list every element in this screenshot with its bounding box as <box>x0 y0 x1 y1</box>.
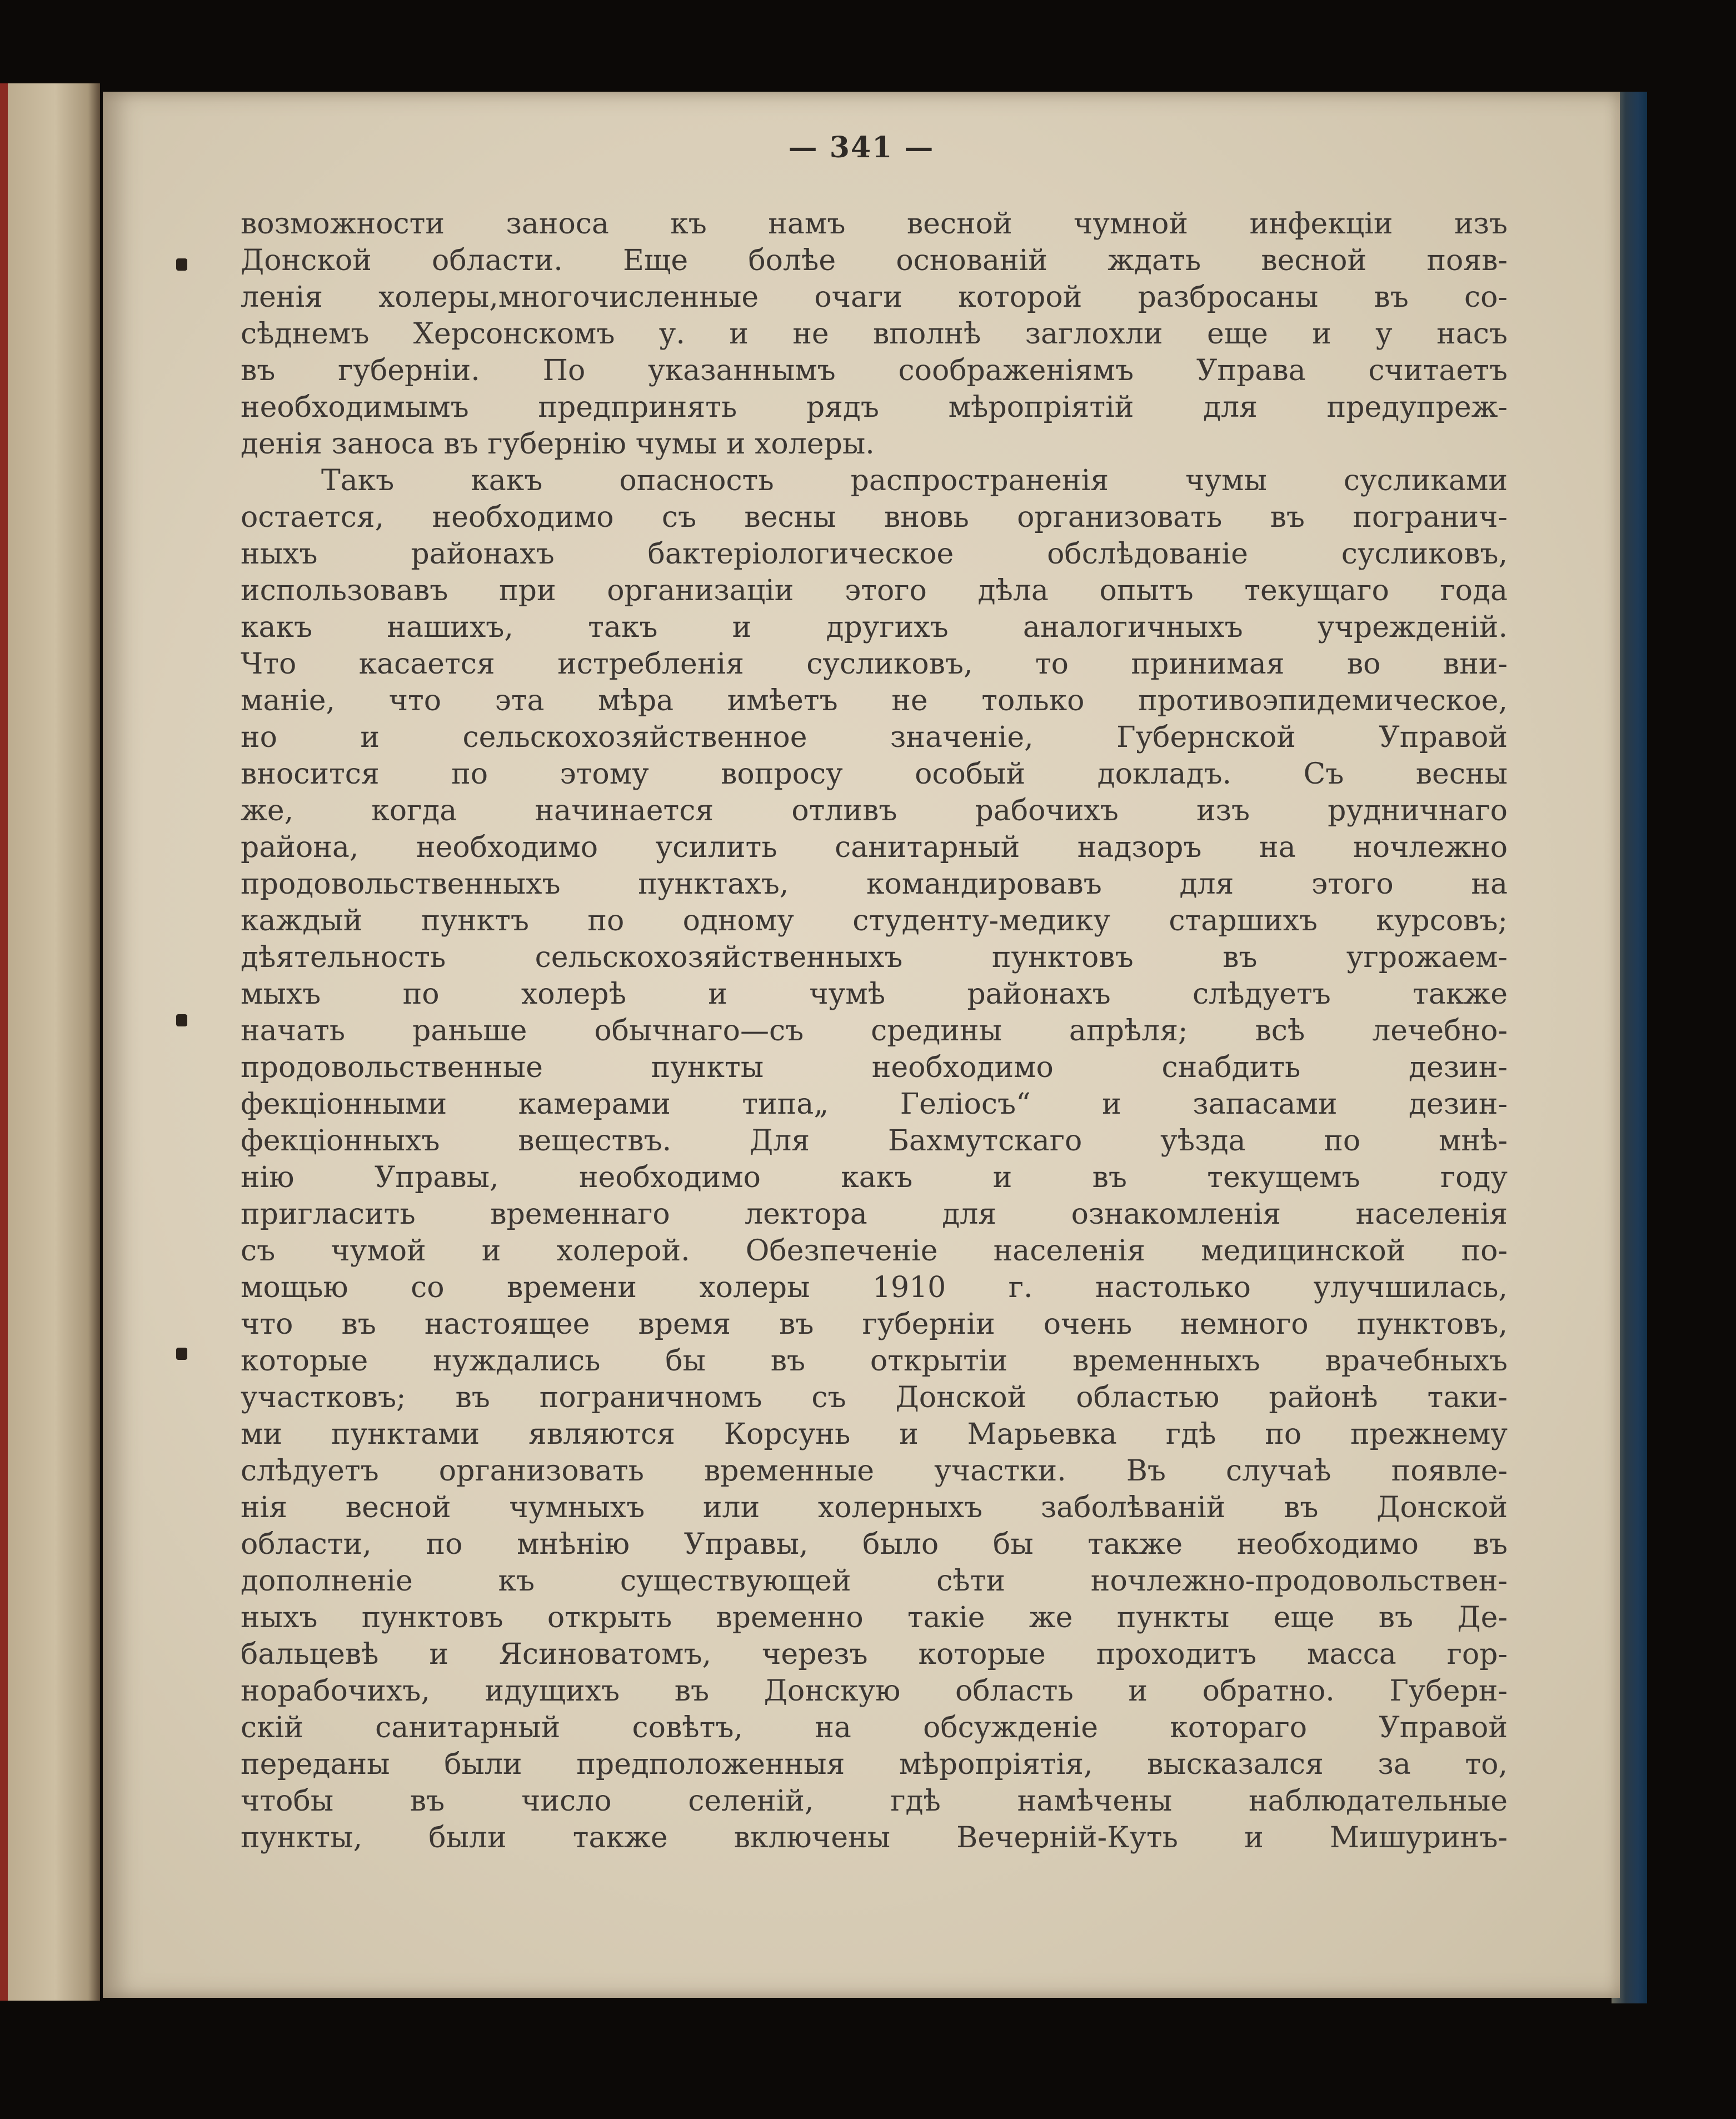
text-line: переданы были предположенныя мѣропріятія, высказался за то, <box>241 1748 1508 1781</box>
text-line: каждый пунктъ по одному студенту-медику старшихъ курсовъ; <box>241 904 1508 938</box>
text-line: скій санитарный совѣтъ, на обсужденіе котораго Управой <box>241 1711 1508 1744</box>
binding-stitch <box>176 258 187 271</box>
text-line: пригласить временнаго лектора для ознакомленія населенія <box>241 1198 1508 1231</box>
body-text <box>241 206 1508 1856</box>
text-line: маніе, что эта мѣра имѣетъ не только противоэпидемическое, <box>241 684 1508 717</box>
binding-stitch <box>176 1014 187 1026</box>
text-line: которые нуждались бы въ открытіи временныхъ врачебныхъ <box>241 1344 1508 1378</box>
text-line: продовольственныхъ пунктахъ, командировавъ для этого на <box>241 867 1508 901</box>
text-line: использовавъ при организаціи этого дѣла опытъ текущаго года <box>241 574 1508 607</box>
text-line: фекціонными камерами типа„ Геліосъ“ и запасами дезин- <box>241 1088 1508 1121</box>
text-line: ленія холеры,многочисленные очаги которой разбросаны въ со- <box>241 281 1508 314</box>
text-line: необходимымъ предпринять рядъ мѣропріятій для предупреж- <box>241 391 1508 424</box>
text-line: чтобы въ число селеній, гдѣ намѣчены наблюдательные <box>241 1784 1508 1818</box>
text-line: ми пунктами являются Корсунь и Марьевка гдѣ по прежнему <box>241 1418 1508 1451</box>
text-line: мощью со времени холеры 1910 г. настолько улучшилась, <box>241 1271 1508 1304</box>
text-line: Что касается истребленія сусликовъ, то принимая во вни- <box>241 647 1508 681</box>
text-line: нія весной чумныхъ или холерныхъ заболѣваній въ Донской <box>241 1491 1508 1524</box>
text-line: дополненіе къ существующей сѣти ночлежно-продовольствен- <box>241 1564 1508 1598</box>
text-line: норабочихъ, идущихъ въ Донскую область и обратно. Губерн- <box>241 1674 1508 1708</box>
text-line: ныхъ районахъ бактеріологическое обслѣдованіе сусликовъ, <box>241 537 1508 571</box>
text-line: нію Управы, необходимо какъ и въ текущемъ году <box>241 1161 1508 1194</box>
text-line: фекціонныхъ веществъ. Для Бахмутскаго уѣзда по мнѣ- <box>241 1124 1508 1158</box>
text-line: вносится по этому вопросу особый докладъ. Съ весны <box>241 757 1508 791</box>
text-line: возможности заноса къ намъ весной чумной инфекціи изъ <box>241 207 1508 241</box>
text-line: участковъ; въ пограничномъ съ Донской областью районѣ таки- <box>241 1381 1508 1414</box>
text-line: начать раньше обычнаго—съ средины апрѣля; всѣ лечебно- <box>241 1014 1508 1048</box>
binding-stitch <box>176 1348 187 1360</box>
text-line: сѣднемъ Херсонскомъ у. и не вполнѣ заглохли еще и у насъ <box>241 317 1508 351</box>
text-line: остается, необходимо съ весны вновь организовать въ погранич- <box>241 501 1508 534</box>
text-line: ныхъ пунктовъ открыть временно такіе же пункты еще въ Де- <box>241 1601 1508 1634</box>
text-line: района, необходимо усилить санитарный надзоръ на ночлежно <box>241 831 1508 864</box>
text-line: Такъ какъ опасность распространенія чумы сусликами <box>321 464 1508 497</box>
left-page-edge <box>0 83 100 2001</box>
text-line: Донской области. Еще болѣе основаній ждать весной появ- <box>241 244 1508 277</box>
text-line: съ чумой и холерой. Обезпеченіе населенія медицинской по- <box>241 1234 1508 1268</box>
text-line: въ губерніи. По указаннымъ соображеніямъ Управа считаетъ <box>241 354 1508 387</box>
text-line: какъ нашихъ, такъ и другихъ аналогичныхъ учрежденій. <box>241 611 1508 644</box>
text-line: мыхъ по холерѣ и чумѣ районахъ слѣдуетъ также <box>241 978 1508 1011</box>
text-line: денія заноса въ губернію чумы и холеры. <box>241 427 875 461</box>
text-line: же, когда начинается отливъ рабочихъ изъ рудничнаго <box>241 794 1508 827</box>
text-line: продовольственные пункты необходимо снабдить дезин- <box>241 1051 1508 1084</box>
page-number: — 341 — <box>788 131 935 164</box>
text-line: дѣятельность сельскохозяйственныхъ пунктовъ въ угрожаем- <box>241 941 1508 974</box>
text-line: слѣдуетъ организовать временные участки. Въ случаѣ появле- <box>241 1454 1508 1488</box>
text-line: но и сельскохозяйственное значеніе, Губернской Управой <box>241 721 1508 754</box>
text-line: что въ настоящее время въ губерніи очень немного пунктовъ, <box>241 1308 1508 1341</box>
text-line: бальцевѣ и Ясиноватомъ, черезъ которые проходитъ масса гор- <box>241 1638 1508 1671</box>
book-binding-edge <box>0 83 8 2001</box>
text-line: пункты, были также включены Вечерній-Куть и Мишуринъ- <box>241 1821 1508 1854</box>
text-line: области, по мнѣнію Управы, было бы также необходимо въ <box>241 1528 1508 1561</box>
book-page <box>103 92 1620 1998</box>
